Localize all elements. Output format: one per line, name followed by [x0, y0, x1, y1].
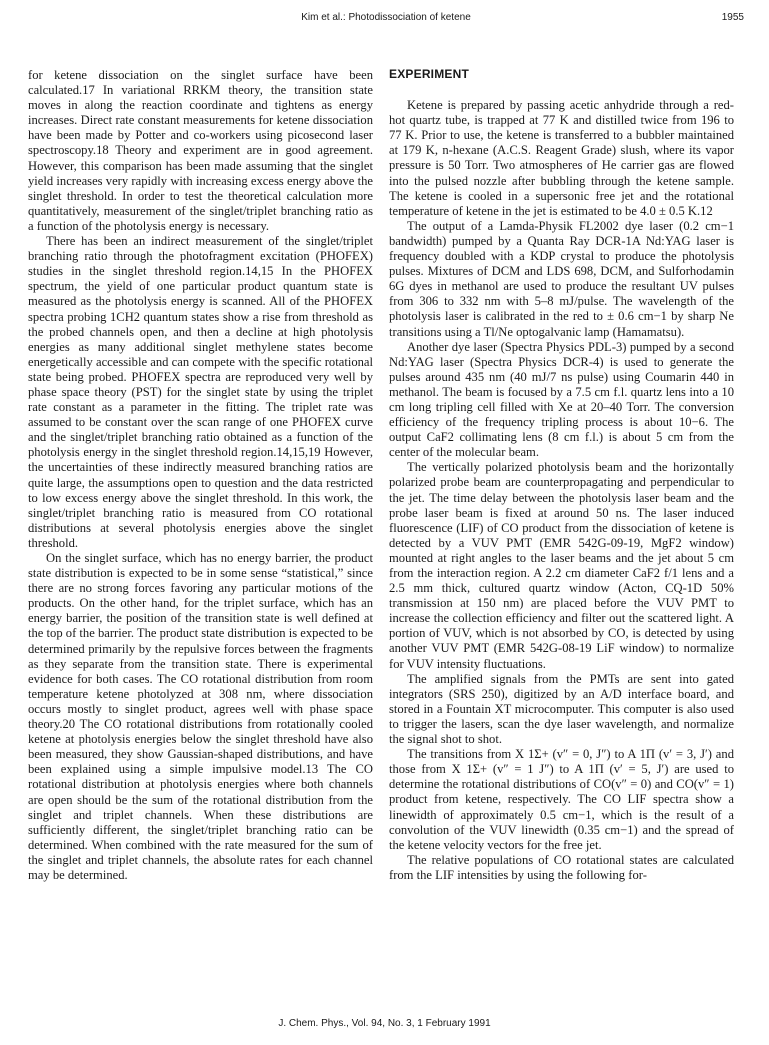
- paragraph: The amplified signals from the PMTs are sent into gated integrators (SRS 250), digitized by an A/D interface board, and stored in a Fountain XT microcomputer. This computer is also used to trigger the lasers, scan the dye laser wavelength, and normalize the signal shot to shot.: [389, 671, 734, 747]
- journal-footer: J. Chem. Phys., Vol. 94, No. 3, 1 February 1991: [278, 1018, 491, 1029]
- paragraph: for ketene dissociation on the singlet surface have been calculated.17 In variational RRKM theory, the transition state moves in along the reaction coordinate and tightens as energy increases. Direct rate constant measurements for ketene dissociation have been made by Potter and co-workers using picosecond laser spectroscopy.18 Theory and experiment are in good agreement. However, this comparison has been made assuming that the singlet yield increases very rapidly with increasing excess energy above the singlet threshold. In order to test the theoretical calculation more quantitatively, measurement of the singlet/triplet branching ratio as a function of the photolysis energy is necessary.: [28, 68, 373, 233]
- paragraph: The vertically polarized photolysis beam and the horizontally polarized probe beam are counterpropagating and perpendicular to the jet. The time delay between the photolysis laser beam and the probe laser beam is fixed at around 50 ns. The laser induced fluorescence (LIF) of CO product from the dissociation of ketene is detected by a VUV PMT (EMR 542G-09-19, MgF2 window) mounted at right angles to the laser beams and the jet about 5 cm from the interaction region. A 2.2 cm diameter CaF2 f/1 lens and a 2.5 mm thick, cultured quartz window (Acton, CQ-1D 50% transmission at 150 nm) are placed before the VUV PMT to increase the collection efficiency and filter out the scattered light. A portion of VUV, which is not absorbed by CO, is detected by using another VUV PMT (EMR 542G-08-19 LiF window) to normalize for VUV intensity fluctuations.: [389, 460, 734, 671]
- paragraph: The output of a Lamda-Physik FL2002 dye laser (0.2 cm−1 bandwidth) pumped by a Quanta Ray DCR-1A Nd:YAG laser is frequency doubled with a KDP crystal to produce the photolysis pulses. Mixtures of DCM and LDS 698, DCM, and Sulforhodamin 6G dyes in methanol are used to produce the resultant UV pulses from 306 to 332 nm with 5–8 mJ/pulse. The wavelength of the photolysis laser is calibrated in the red to ± 0.6 cm−1 by sharp Ne transitions using a Tl/Ne optogalvanic lamp (Hamamatsu).: [389, 218, 734, 339]
- page-number: 1955: [721, 12, 744, 23]
- left-column: [28, 68, 373, 883]
- paragraph: Ketene is prepared by passing acetic anhydride through a red-hot quartz tube, is trapped at 77 K and distilled twice from 196 to 77 K. Prior to use, the ketene is transferred to a bubbler maintained at 179 K, n-hexane (A.C.S. Reagent Grade) slush, where its vapor pressure is 50 Torr. Two atmospheres of He carrier gas are flowed into the pulsed nozzle after bubbling through the ketene sample. The ketene is cooled in a supersonic free jet and the rotational temperature of ketene in the jet is estimated to be 4.0 ± 0.5 K.12: [389, 98, 734, 218]
- right-column: [389, 67, 734, 883]
- running-title: Kim et al.: Photodissociation of ketene: [301, 12, 471, 23]
- paragraph: There has been an indirect measurement of the singlet/triplet branching ratio through the photofragment excitation (PHOFEX) studies in the singlet threshold region.14,15 In the PHOFEX spectrum, the yield of one particular product quantum state is measured as the photolysis energy is scanned. All of the PHOFEX spectra probing 1CH2 quantum states show a rise from threshold as the probed channels open, and then a decline at high photolysis energies as many additional singlet methylene states become energetically accessible and can compete with the specific rotational state being probed. PHOFEX spectra are reproduced very well by phase space theory (PST) for the singlet state by using the triplet rate constant as a parameter in the fitting. The triplet rate was assumed to be constant over the scan range of one PHOFEX curve and the singlet/triplet branching ratio obtained as a function of the photolysis energy in the singlet threshold region.14,15,19 However, the uncertainties of these indirectly measured branching ratios are quite large, the assumptions open to question and the data restricted to low excess energy above the singlet threshold. In this work, the singlet/triplet branching ratio is measured from CO rotational distributions at several photolysis energies above the singlet threshold.: [28, 234, 373, 550]
- section-heading: EXPERIMENT: [389, 67, 470, 81]
- paragraph: On the singlet surface, which has no energy barrier, the product state distribution is expected to be in some sense “statistical,” since there are no strong forces favoring any particular motions of the products. On the other hand, for the triplet surface, which has an energy barrier, the position of the transition state is well defined at the top of the barrier. The product state distribution is expected to be determined primarily by the repulsive forces between the fragments as they separate from the transition state. There is experimental evidence for both cases. The CO rotational distribution from room temperature ketene photolyzed at 308 nm, where dissociation occurs mostly to singlet product, agrees well with phase space theory.20 The CO rotational distributions from rotationally cooled ketene at photolysis energies below the singlet threshold have also been measured, they show Gaussian-shaped distributions, and have been explained using a simple impulsive model.13 The CO rotational distribution at photolysis energies where both channels are open should be the sum of the rotational distribution from the singlet and triplet channels. When these distributions are sufficiently different, the singlet/triplet branching ratio can be determined. When combined with the rate measured for the sum of the singlet and triplet channels, the absolute rates for each channel may be determined.: [28, 551, 373, 882]
- page-header: [28, 12, 744, 28]
- paragraph: Another dye laser (Spectra Physics PDL-3) pumped by a second Nd:YAG laser (Spectra Physics DCR-4) is used to generate the pulses around 435 nm (40 mJ/7 ns pulse) using Coumarin 440 in methanol. The beam is focused by a 7.5 cm f.l. quartz lens into a 10 cm long tripling cell filled with Xe at 20–40 Torr. The conversion efficiency of the frequency tripling process is about 10−6. The output CaF2 collimating lens (8 cm f.l.) is about 5 cm from the center of the molecular beam.: [389, 339, 734, 460]
- paragraph: The relative populations of CO rotational states are calculated from the LIF intensities by using the following for-: [389, 852, 734, 882]
- paragraph: The transitions from X 1Σ+ (v″ = 0, J″) to A 1Π (v′ = 3, J′) and those from X 1Σ+ (v″ = 1 J″) to A 1Π (v′ = 5, J′) are used to determine the rotational distributions of CO(v″ = 0) and CO(v″ = 1) product from ketene, respectively. The CO LIF spectra show a linewidth of approximately 0.5 cm−1, which is the result of a convolution of the VUV linewidth (0.35 cm−1) and the spread of the ketene velocity vectors for the free jet.: [389, 747, 734, 852]
